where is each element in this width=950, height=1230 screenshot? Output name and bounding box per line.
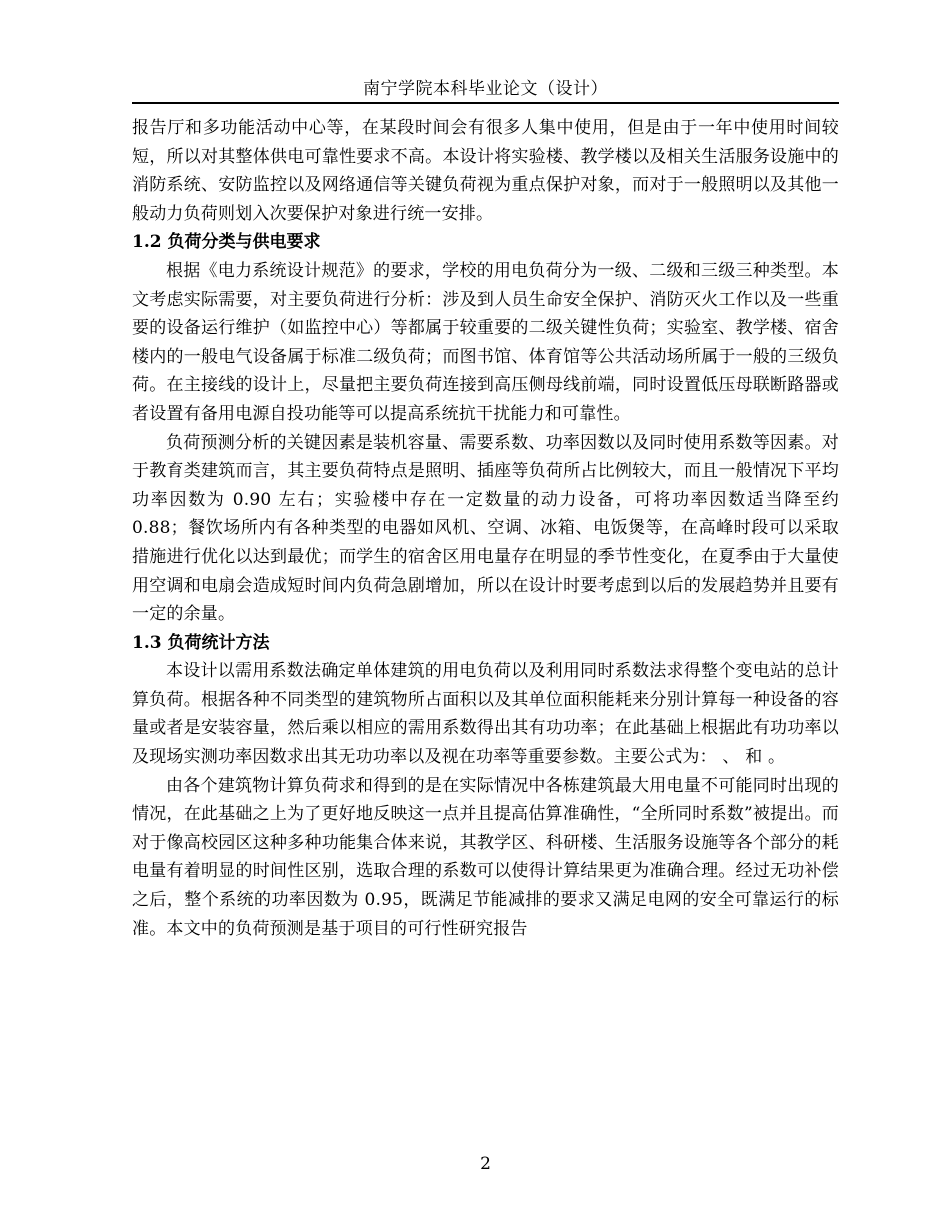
paragraph-continued: 报告厅和多功能活动中心等，在某段时间会有很多人集中使用，但是由于一年中使用时间较短，所以对其整体供电可靠性要求不高。本设计将实验楼、教学楼以及相关生活服务设施中的消防系统、安防监控以及网络通信等关键负荷视为重点保护对象，而对于一般照明以及其他一般动力负荷则划入次要保护对象进行统一安排。 [132, 118, 839, 224]
running-header: 南宁学院本科毕业论文（设计） [363, 79, 608, 99]
section-heading-1-2: 1.2 负荷分类与供电要求 [132, 232, 321, 253]
page-number: 2 [480, 1154, 491, 1174]
section-heading-1-3: 1.3 负荷统计方法 [132, 632, 270, 653]
paragraph-statistics-method: 本设计以需用系数法确定单体建筑的用电负荷以及利用同时系数法求得整个变电站的总计算负荷。根据各种不同类型的建筑物所占面积以及其单位面积能耗来分别计算每一种设备的容量或者是安装容量，然后乘以相应的需用系数得出其有功功率；在此基础上根据此有功功率以及现场实测功率因数求出其无功功率以及视在功率等重要参数。主要公式为： 、 和 。 [132, 661, 839, 768]
header-rule [132, 102, 839, 104]
paragraph-load-classification: 根据《电力系统设计规范》的要求，学校的用电负荷分为一级、二级和三级三种类型。本文考虑实际需要，对主要负荷进行分析：涉及到人员生命安全保护、消防灭火工作以及一些重要的设备运行维护（如监控中心）等都属于较重要的二级关键性负荷；实验室、教学楼、宿舍楼内的一般电气设备属于标准二级负荷；而图书馆、体育馆等公共活动场所属于一般的三级负荷。在主接线的设计上，尽量把主要负荷连接到高压侧母线前端，同时设置低压母联断路器或者设置有备用电源自投功能等可以提高系统抗干扰能力和可靠性。 [132, 260, 839, 424]
paragraph-simultaneity-factor: 由各个建筑物计算负荷求和得到的是在实际情况中各栋建筑最大用电量不可能同时出现的情况，在此基础之上为了更好地反映这一点并且提高估算准确性，“全所同时系数”被提出。而对于像高校园区这种多种功能集合体来说，其教学区、科研楼、生活服务设施等各个部分的耗电量有着明显的时间性区别，选取合理的系数可以使得计算结果更为准确合理。经过无功补偿之后，整个系统的功率因数为 0.95，既满足节能减排的要求又满足电网的安全可靠运行的标准。本文中的负荷预测是基于项目的可行性研究报告 [132, 775, 839, 939]
document-page [132, 0, 839, 1230]
paragraph-load-forecast: 负荷预测分析的关键因素是装机容量、需要系数、功率因数以及同时使用系数等因素。对于教育类建筑而言，其主要负荷特点是照明、插座等负荷所占比例较大，而且一般情况下平均功率因数为 0.90 左右；实验楼中存在一定数量的动力设备，可将功率因数适当降至约 0.88；餐饮场所内有各种类型的电器如风机、空调、冰箱、电饭煲等，在高峰时段可以采取措施进行优化以达到最优；而学生的宿舍区用电量存在明显的季节性变化，在夏季由于大量使用空调和电扇会造成短时间内负荷急剧增加，所以在设计时要考虑到以后的发展趋势并且要有一定的余量。 [132, 432, 839, 625]
document-body [132, 114, 839, 943]
